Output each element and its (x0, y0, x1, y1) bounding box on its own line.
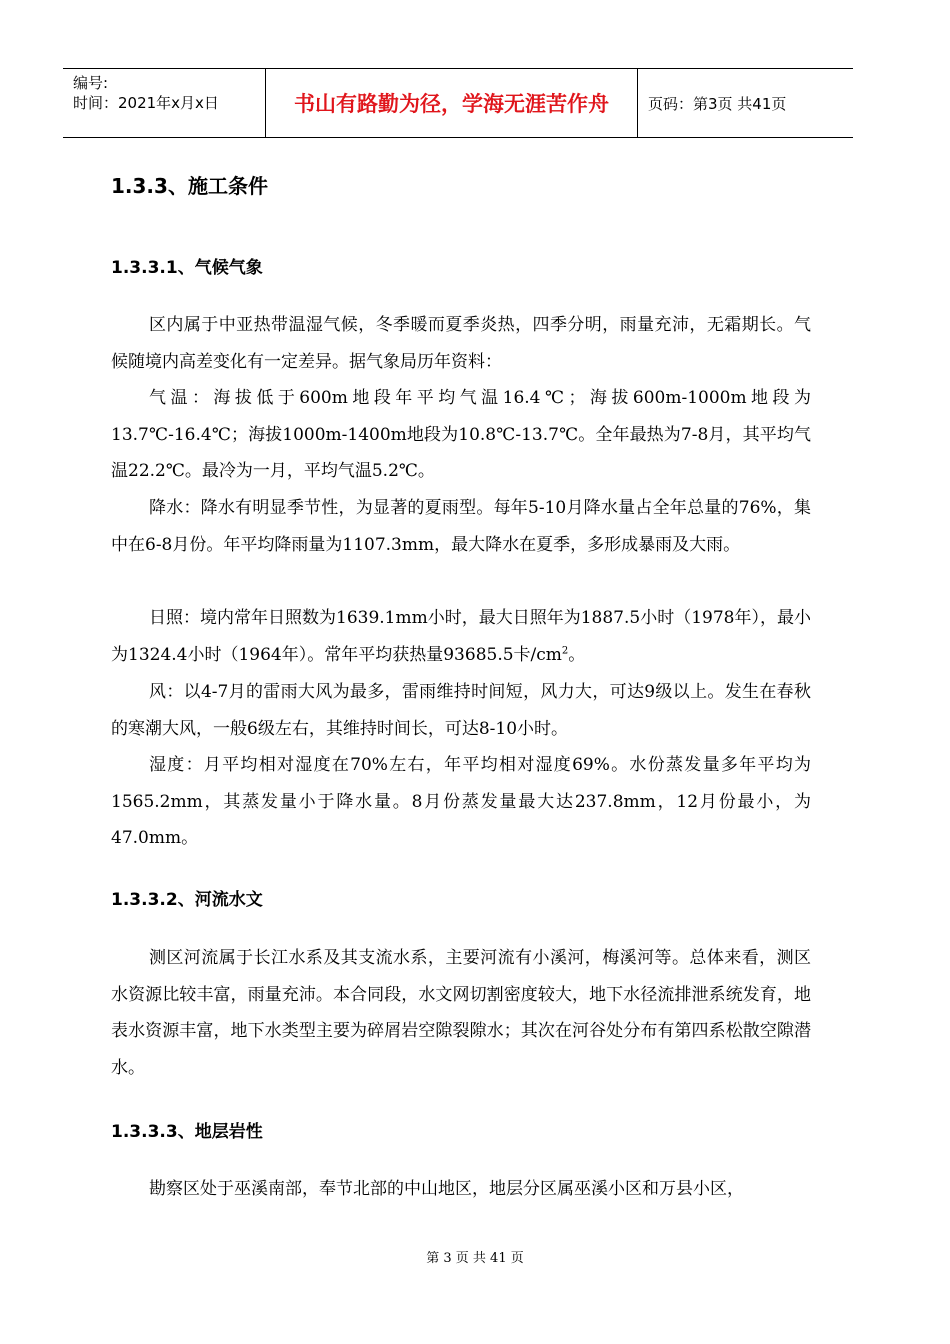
climate-paragraph-sunshine (111, 600, 811, 673)
geology-paragraph: 勘察区处于巫溪南部，奉节北部的中山地区，地层分区属巫溪小区和万县小区， (149, 1179, 744, 1199)
sunshine-superscript: 2 (561, 644, 569, 656)
climate-heading: 1.3.3.1、气候气象 (111, 258, 263, 278)
geology-heading: 1.3.3.3、地层岩性 (111, 1122, 263, 1142)
climate-paragraph-precipitation: 降水：降水有明显季节性，为显著的夏雨型。每年5-10月降水量占全年总量的76%，集中在6-8月份。年平均降雨量为1107.3mm，最大降水在夏季，多形成暴雨及大雨。 (111, 498, 811, 555)
page-header (63, 68, 853, 138)
hydrology-heading: 1.3.3.2、河流水文 (111, 890, 263, 910)
climate-paragraph-wind: 风：以4-7月的雷雨大风为最多，雷雨维持时间短，风力大，可达9级以上。发生在春秋的寒潮大风，一般6级左右，其维持时间长，可达8-10小时。 (111, 682, 811, 739)
document-number-label: 编号: (73, 74, 109, 92)
page-footer: 第 3 页 共 41 页 (426, 1251, 524, 1266)
climate-paragraph-intro: 区内属于中亚热带温湿气候，冬季暖而夏季炎热，四季分明，雨量充沛，无霜期长。气候随境内高差变化有一定差异。据气象局历年资料： (111, 315, 811, 372)
header-page-number: 页码：第3页 共41页 (648, 94, 787, 113)
sunshine-end: 。 (568, 644, 586, 665)
sunshine-text: 日照：境内常年日照数为1639.1mm小时，最大日照年为1887.5小时（1978年），最小为1324.4小时（1964年）。常年平均获热量93685.5卡/cm (111, 608, 811, 665)
header-meta (63, 69, 265, 137)
section-heading: 1.3.3、施工条件 (111, 174, 268, 198)
hydrology-paragraph: 测区河流属于长江水系及其支流水系，主要河流有小溪河，梅溪河等。总体来看，测区水资源比较丰富，雨量充沛。本合同段，水文网切割密度较大，地下水径流排泄系统发育，地表水资源丰富，地下水类型主要为碎屑岩空隙裂隙水；其次在河谷处分布有第四系松散空隙潜水。 (111, 948, 811, 1078)
climate-paragraph-humidity: 湿度：月平均相对湿度在70%左右，年平均相对湿度69%。水份蒸发量多年平均为1565.2mm，其蒸发量小于降水量。8月份蒸发量最大达237.8mm，12月份最小，为47.0mm。 (111, 755, 811, 848)
header-motto: 书山有路勤为径，学海无涯苦作舟 (265, 69, 638, 137)
climate-paragraph-temperature: 气温：海拔低于600m地段年平均气温16.4℃；海拔600m-1000m地段为13.7℃-16.4℃；海拔1000m-1400m地段为10.8℃-13.7℃。全年最热为7-8月，其平均气温22.2℃。最冷为一月，平均气温5.2℃。 (111, 388, 811, 481)
document-time-label: 时间：2021年x月x日 (73, 94, 219, 112)
